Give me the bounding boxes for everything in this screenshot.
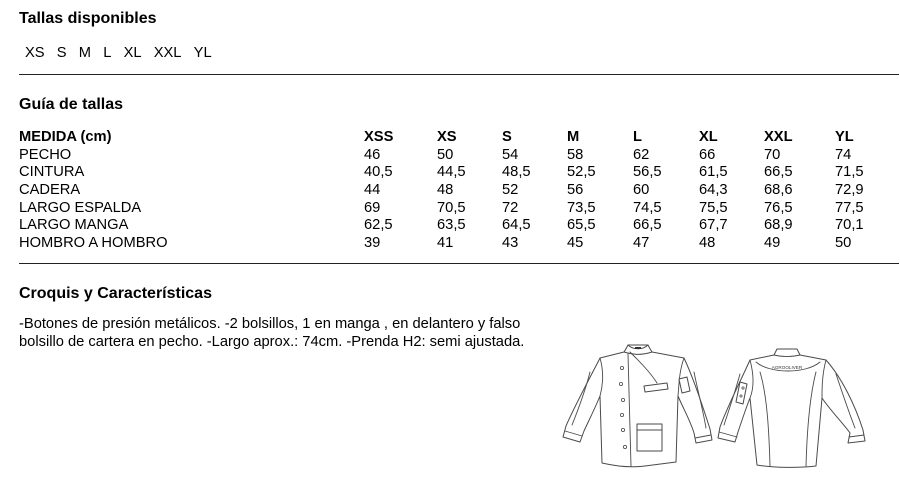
- size-guide-table: [19, 129, 885, 253]
- size-option: M: [78, 45, 92, 61]
- measure-value: 66,5: [764, 164, 793, 181]
- size-option: L: [103, 45, 112, 61]
- size-option: YL: [193, 45, 212, 61]
- measure-value: 48,5: [502, 164, 531, 181]
- measure-value: 60: [633, 181, 650, 198]
- measure-value: 61,5: [699, 164, 728, 181]
- table-header-row: [19, 129, 885, 147]
- jacket-sketch-image: [555, 338, 875, 478]
- jacket-front-sketch: [563, 345, 712, 467]
- measure-label: CINTURA: [19, 164, 85, 181]
- measure-value: 44: [364, 181, 381, 198]
- size-option: S: [56, 45, 67, 61]
- measure-value: 48: [699, 234, 716, 251]
- measure-value: 64,3: [699, 181, 728, 198]
- measure-label: CADERA: [19, 181, 81, 198]
- measure-value: 56: [567, 181, 584, 198]
- column-header: XSS: [364, 129, 394, 145]
- measure-value: 39: [364, 234, 381, 251]
- measure-value: 72,9: [835, 181, 864, 198]
- measure-value: 40,5: [364, 164, 393, 181]
- measure-value: 47: [633, 234, 650, 251]
- measure-value: 73,5: [567, 199, 596, 216]
- measure-label: PECHO: [19, 146, 72, 163]
- measure-value: 75,5: [699, 199, 728, 216]
- size-option: XXL: [153, 45, 182, 61]
- column-header: XXL: [764, 129, 793, 145]
- features-title: Croquis y Características: [19, 285, 212, 302]
- measure-value: 64,5: [502, 217, 531, 234]
- measure-value: 69: [364, 199, 381, 216]
- measure-label: LARGO MANGA: [19, 217, 129, 234]
- measure-value: 70,5: [437, 199, 466, 216]
- measure-value: 63,5: [437, 217, 466, 234]
- measure-value: 62: [633, 146, 650, 163]
- measure-value: 62,5: [364, 217, 393, 234]
- column-header: L: [633, 129, 642, 145]
- table-row: [19, 182, 885, 200]
- measure-value: 56,5: [633, 164, 662, 181]
- measure-value: 67,7: [699, 217, 728, 234]
- column-header: MEDIDA (cm): [19, 129, 112, 145]
- column-header: YL: [835, 129, 854, 145]
- measure-value: 66: [699, 146, 716, 163]
- section-divider: [19, 74, 899, 75]
- measure-value: 66,5: [633, 217, 662, 234]
- measure-value: 52: [502, 181, 519, 198]
- measure-value: 49: [764, 234, 781, 251]
- column-header: M: [567, 129, 580, 145]
- section-divider: [19, 263, 899, 264]
- measure-label: LARGO ESPALDA: [19, 199, 142, 216]
- measure-value: 71,5: [835, 164, 864, 181]
- table-row: [19, 200, 885, 218]
- measure-value: 41: [437, 234, 454, 251]
- size-option: XS: [25, 45, 45, 61]
- size-guide-title: Guía de tallas: [19, 96, 124, 113]
- measure-value: 58: [567, 146, 584, 163]
- measure-value: 50: [835, 234, 852, 251]
- measure-value: 70,1: [835, 217, 864, 234]
- available-sizes-list: [25, 44, 212, 62]
- table-row: [19, 147, 885, 165]
- table-row: [19, 217, 885, 235]
- measure-value: 48: [437, 181, 454, 198]
- measure-value: 74,5: [633, 199, 662, 216]
- measure-value: 77,5: [835, 199, 864, 216]
- size-option: XL: [123, 45, 142, 61]
- jacket-back-sketch: [718, 349, 865, 467]
- measure-label: HOMBRO A HOMBRO: [19, 234, 168, 251]
- measure-value: 50: [437, 146, 454, 163]
- measure-value: 54: [502, 146, 519, 163]
- measure-value: 70: [764, 146, 781, 163]
- measure-value: 43: [502, 234, 519, 251]
- measure-value: 68,6: [764, 181, 793, 198]
- measure-value: 52,5: [567, 164, 596, 181]
- measure-value: 65,5: [567, 217, 596, 234]
- sketch-logo-text: AGROOLIVER: [771, 365, 803, 370]
- column-header: XL: [699, 129, 718, 145]
- table-row: [19, 164, 885, 182]
- measure-value: 68,9: [764, 217, 793, 234]
- column-header: S: [502, 129, 512, 145]
- measure-value: 74: [835, 146, 852, 163]
- column-header: XS: [437, 129, 457, 145]
- measure-value: 45: [567, 234, 584, 251]
- table-row: [19, 235, 885, 253]
- sizes-available-title: Tallas disponibles: [19, 10, 157, 27]
- measure-value: 46: [364, 146, 381, 163]
- product-description: -Botones de presión metálicos. -2 bolsillos, 1 en manga , en delantero y falso bolsillo de cartera en pecho. -Largo aprox.: 74cm. -Prenda H2: semi ajustada.: [19, 316, 525, 350]
- measure-value: 72: [502, 199, 519, 216]
- measure-value: 44,5: [437, 164, 466, 181]
- measure-value: 76,5: [764, 199, 793, 216]
